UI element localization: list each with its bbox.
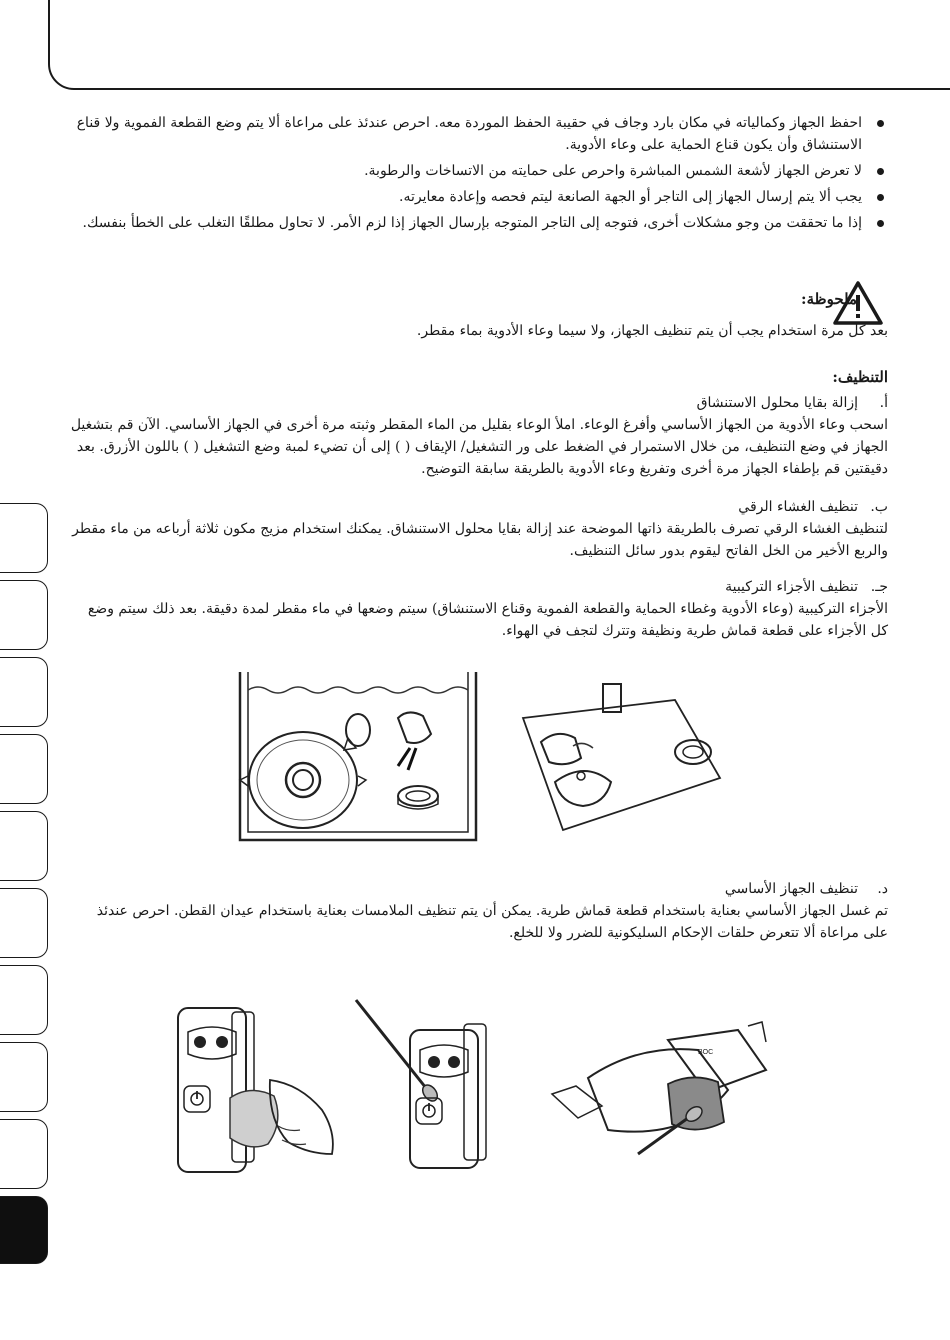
cleaning-section-d: [68, 878, 888, 944]
section-d-text: تم غسل الجهاز الأساسي بعناية باستخدام قطعة قماش طرية. يمكن أن يتم تنظيف الملامسات بعناية باستخدام عيدان القطن. احرص عندئذ على مراعاة ألا تتعرض حلقات الإحكام السليكونية للضرر ولا للخلع.: [96, 903, 888, 941]
chapter-tab-4[interactable]: [0, 734, 48, 804]
chapter-tab-3[interactable]: [0, 657, 48, 727]
device-brand-label: BOC: [698, 1049, 714, 1056]
bullet-item: احفظ الجهاز وكمالياته في مكان بارد وجاف في حقيبة الحفظ الموردة معه. احرص عندئذ على مراعاة ألا يتم وضع القطعة الفموية ولا قناع الاستنشاق وأن يكون قناع الحماية على وعاء الأدوية.: [68, 112, 888, 156]
soaking-parts-illustration: [228, 668, 488, 848]
chapter-tab-2[interactable]: [0, 580, 48, 650]
chapter-tab-5[interactable]: [0, 811, 48, 881]
power-icon: [423, 1103, 435, 1117]
section-b-heading: ب.تنظيف الغشاء الرقي: [738, 499, 888, 515]
chapter-tab-8[interactable]: [0, 1042, 48, 1112]
chapter-tab-6[interactable]: [0, 888, 48, 958]
wiping-device-illustration: [160, 1000, 350, 1180]
note-heading: ملحوظة:: [801, 290, 857, 308]
section-a-heading: أ.إزالة بقايا محلول الاستنشاق: [696, 395, 888, 411]
cleaning-section-b: [68, 496, 888, 562]
chapter-tab-active[interactable]: [0, 1196, 48, 1264]
note-text: بعد كل مرة استخدام يجب أن يتم تنظيف الجهاز، ولا سيما وعاء الأدوية بماء مقطر.: [416, 323, 888, 339]
chapter-tab-9[interactable]: [0, 1119, 48, 1189]
swab-cleaning-illustration: [350, 994, 500, 1174]
header-frame: [48, 0, 950, 90]
bullet-item: لا تعرض الجهاز لأشعة الشمس المباشرة واحرص على حمايته من الاتساخات والرطوبة.: [68, 160, 888, 182]
section-c-text: الأجزاء التركيبية (وعاء الأدوية وغطاء الحماية والقطعة الفموية وقناع الاستنشاق) سيتم وضعها في ماء مقطر لمدة دقيقة. بعد ذلك سيتم وضع كل الأجزاء على قطعة قماش طرية ونظيفة وتترك لتجف في الهواء.: [87, 601, 888, 639]
section-b-text: لتنظيف الغشاء الرقي تصرف بالطريقة ذاتها الموضحة عند إزالة بقايا محلول الاستنشاق. يمكنك استخدام مزيج مكون ثلاثة أرباعه من ماء مقطر والربع الأخير من الخل الفاتح ليقوم بدور سائل التنظيف.: [72, 521, 888, 559]
section-d-heading: د.تنظيف الجهاز الأساسي: [724, 881, 888, 897]
bullet-item: يجب ألا يتم إرسال الجهاز إلى التاجر أو الجهة الصانعة ليتم فحصه وإعادة معايرته.: [68, 186, 888, 208]
cleaning-section-c: [68, 576, 888, 642]
cleaning-title: التنظيف:: [832, 368, 888, 386]
cleaning-section-a: [68, 392, 888, 480]
chamber-cleaning-illustration: [548, 1014, 778, 1164]
section-a-text: اسحب وعاء الأدوية من الجهاز الأساسي وأفرغ الوعاء. املأ الوعاء بقليل من الماء المقطر وثبته مرة أخرى في الجهاز الأساسي. الآن قم بتشغيل الجهاز في وضع التنظيف، من خلال الاستمرار في الضغط على ور التشغيل/ الإيقاف ( ) إلى أن تضيء لمبة وضع التشغيل ( ) باللون الأزرق. بعد دقيقتين قم بإطفاء الجهاز مرة أخرى وتفريغ وعاء الأدوية بالطريقة سابقة التوضيح.: [70, 417, 888, 477]
chapter-tab-1[interactable]: [0, 503, 48, 573]
power-icon: [191, 1091, 203, 1105]
chapter-tab-7[interactable]: [0, 965, 48, 1035]
drying-parts-illustration: [515, 676, 725, 836]
section-c-heading: جـ.تنظيف الأجزاء التركيبية: [725, 579, 888, 595]
storage-bullet-list: [68, 112, 888, 238]
bullet-item: إذا ما تحققت من وجو مشكلات أخرى، فتوجه إلى التاجر المتوجه بإرسال الجهاز إذا لزم الأمر. لا تحاول مطلقًا التغلب على الخطأ بنفسك.: [68, 212, 888, 234]
